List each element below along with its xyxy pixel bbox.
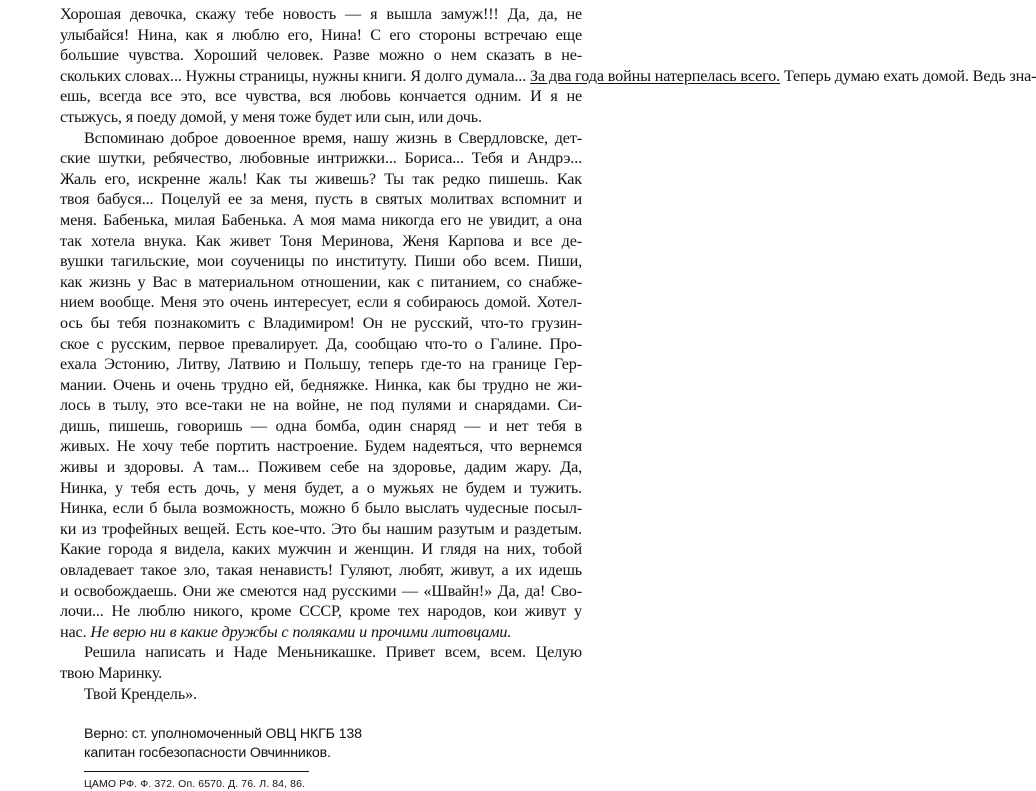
text-line: и освобождаешь. Они же смеются над русскими — «Швайн!» Да, да! Сво- — [60, 581, 582, 600]
text-line: живых. Не хочу тебе портить настроение. Будем надеяться, что вернемся — [60, 437, 582, 456]
text-line: лось в тылу, это все-таки не на войне, не под пулями и снарядами. Си- — [60, 396, 582, 415]
text-line: овладевает такое зло, такая ненависть! Гуляют, любят, живут, а их идешь — [60, 561, 582, 580]
text-line — [60, 66, 1036, 87]
text-line: так хотела внука. Как живет Тоня Меринова, Женя Карпова и все де- — [60, 231, 582, 250]
letter-body — [60, 4, 1036, 704]
text-line: ки из трофейных вещей. Есть кое-что. Это бы нашим разутым и раздетым. — [60, 519, 582, 538]
text-line: ехала Эстонию, Литву, Латвию и Польшу, теперь где-то на границе Гер- — [60, 355, 582, 374]
text-line: лочи... Не люблю никого, кроме СССР, кроме тех народов, кои живут у — [60, 602, 582, 621]
text-line: вушки тагильские, мои соученицы по институту. Пиши обо всем. Пиши, — [60, 252, 582, 271]
text-segment: нас. — [60, 622, 87, 641]
text-line — [60, 622, 582, 643]
text-line: твоя бабуся... Поцелуй ее за меня, пусть в святых молитвах вспомнит и — [60, 190, 582, 209]
text-segment: скольких словах... Нужны страницы, нужны книги. Я долго думала... — [60, 66, 527, 85]
text-line: Нинка, у тебя есть дочь, у меня будет, а о мужьях не будем и тужить. — [60, 478, 582, 497]
archive-reference: ЦАМО РФ. Ф. 372. Оп. 6570. Д. 76. Л. 84, 86. — [84, 778, 306, 791]
text-line: меня. Бабенька, милая Бабенька. А моя мама никогда его не увидит, а она — [60, 210, 582, 229]
letter-closing: Твой Крендель». — [84, 684, 197, 703]
text-line: улыбайся! Нина, как я люблю его, Нина! С его стороны встречаю еще — [60, 25, 582, 44]
text-line: дишь, пишешь, говоришь — одна бомба, один снаряд — и нет тебя в — [60, 416, 582, 435]
text-line: Какие города я видела, каких мужчин и женщин. И глядя на них, тобой — [60, 540, 582, 559]
text-line: Решила написать и Наде Меньникашке. Привет всем, всем. Целую — [84, 643, 582, 662]
text-line: ские шутки, ребячество, любовные интрижки... Бориса... Тебя и Андрэ... — [60, 149, 582, 168]
attestation-line: Верно: ст. уполномоченный ОВЦ НКГБ 138 — [84, 726, 362, 743]
text-line: Нинка, если б была возможность, можно б было выслать чудесные посыл- — [60, 499, 582, 518]
text-segment: Теперь думаю ехать домой. Ведь зна- — [783, 66, 1036, 85]
attestation-block — [60, 725, 582, 763]
text-line: Жаль его, искренне жаль! Как ты живешь? Ты так редко пишешь. Как — [60, 169, 582, 188]
text-line: нием вообще. Меня это очень интересует, если я собираюсь домой. Хотел- — [60, 293, 582, 312]
text-line: как жизнь у Вас в материальном отношении, как с питанием, со снабже- — [60, 272, 582, 291]
underlined-phrase: За два года войны натерпелась всего. — [529, 66, 781, 85]
text-line: ешь, всегда все это, все чувства, вся любовь кончается одним. И я не — [60, 87, 582, 106]
text-line: мании. Очень и очень трудно ей, бедняжке. Нинка, как бы трудно не жи- — [60, 375, 582, 394]
text-line: большие чувства. Хороший человек. Разве можно о нем сказать в не- — [60, 46, 582, 65]
document-page — [60, 4, 1036, 791]
text-line: Вспоминаю доброе довоенное время, нашу жизнь в Свердловске, дет- — [84, 128, 582, 147]
italic-note: Не верю ни в какие дружбы с поляками и прочими литовцами. — [90, 622, 512, 641]
attestation-line: капитан госбезопасности Овчинников. — [84, 745, 331, 762]
text-line: Хорошая девочка, скажу тебе новость — я вышла замуж!!! Да, да, не — [60, 5, 582, 23]
text-line: ское с русским, первое превалирует. Да, сообщаю что-то о Галине. Про- — [60, 334, 582, 353]
footnote-divider — [84, 771, 309, 772]
text-line: стыжусь, я поеду домой, у меня тоже будет или сын, или дочь. — [60, 107, 482, 126]
text-line: твою Маринку. — [60, 664, 163, 682]
text-line: ось бы тебя познакомить с Владимиром! Он не русский, что-то грузин- — [60, 313, 582, 332]
text-line: живы и здоровы. А там... Поживем себе на здоровье, дадим жару. Да, — [60, 458, 582, 477]
